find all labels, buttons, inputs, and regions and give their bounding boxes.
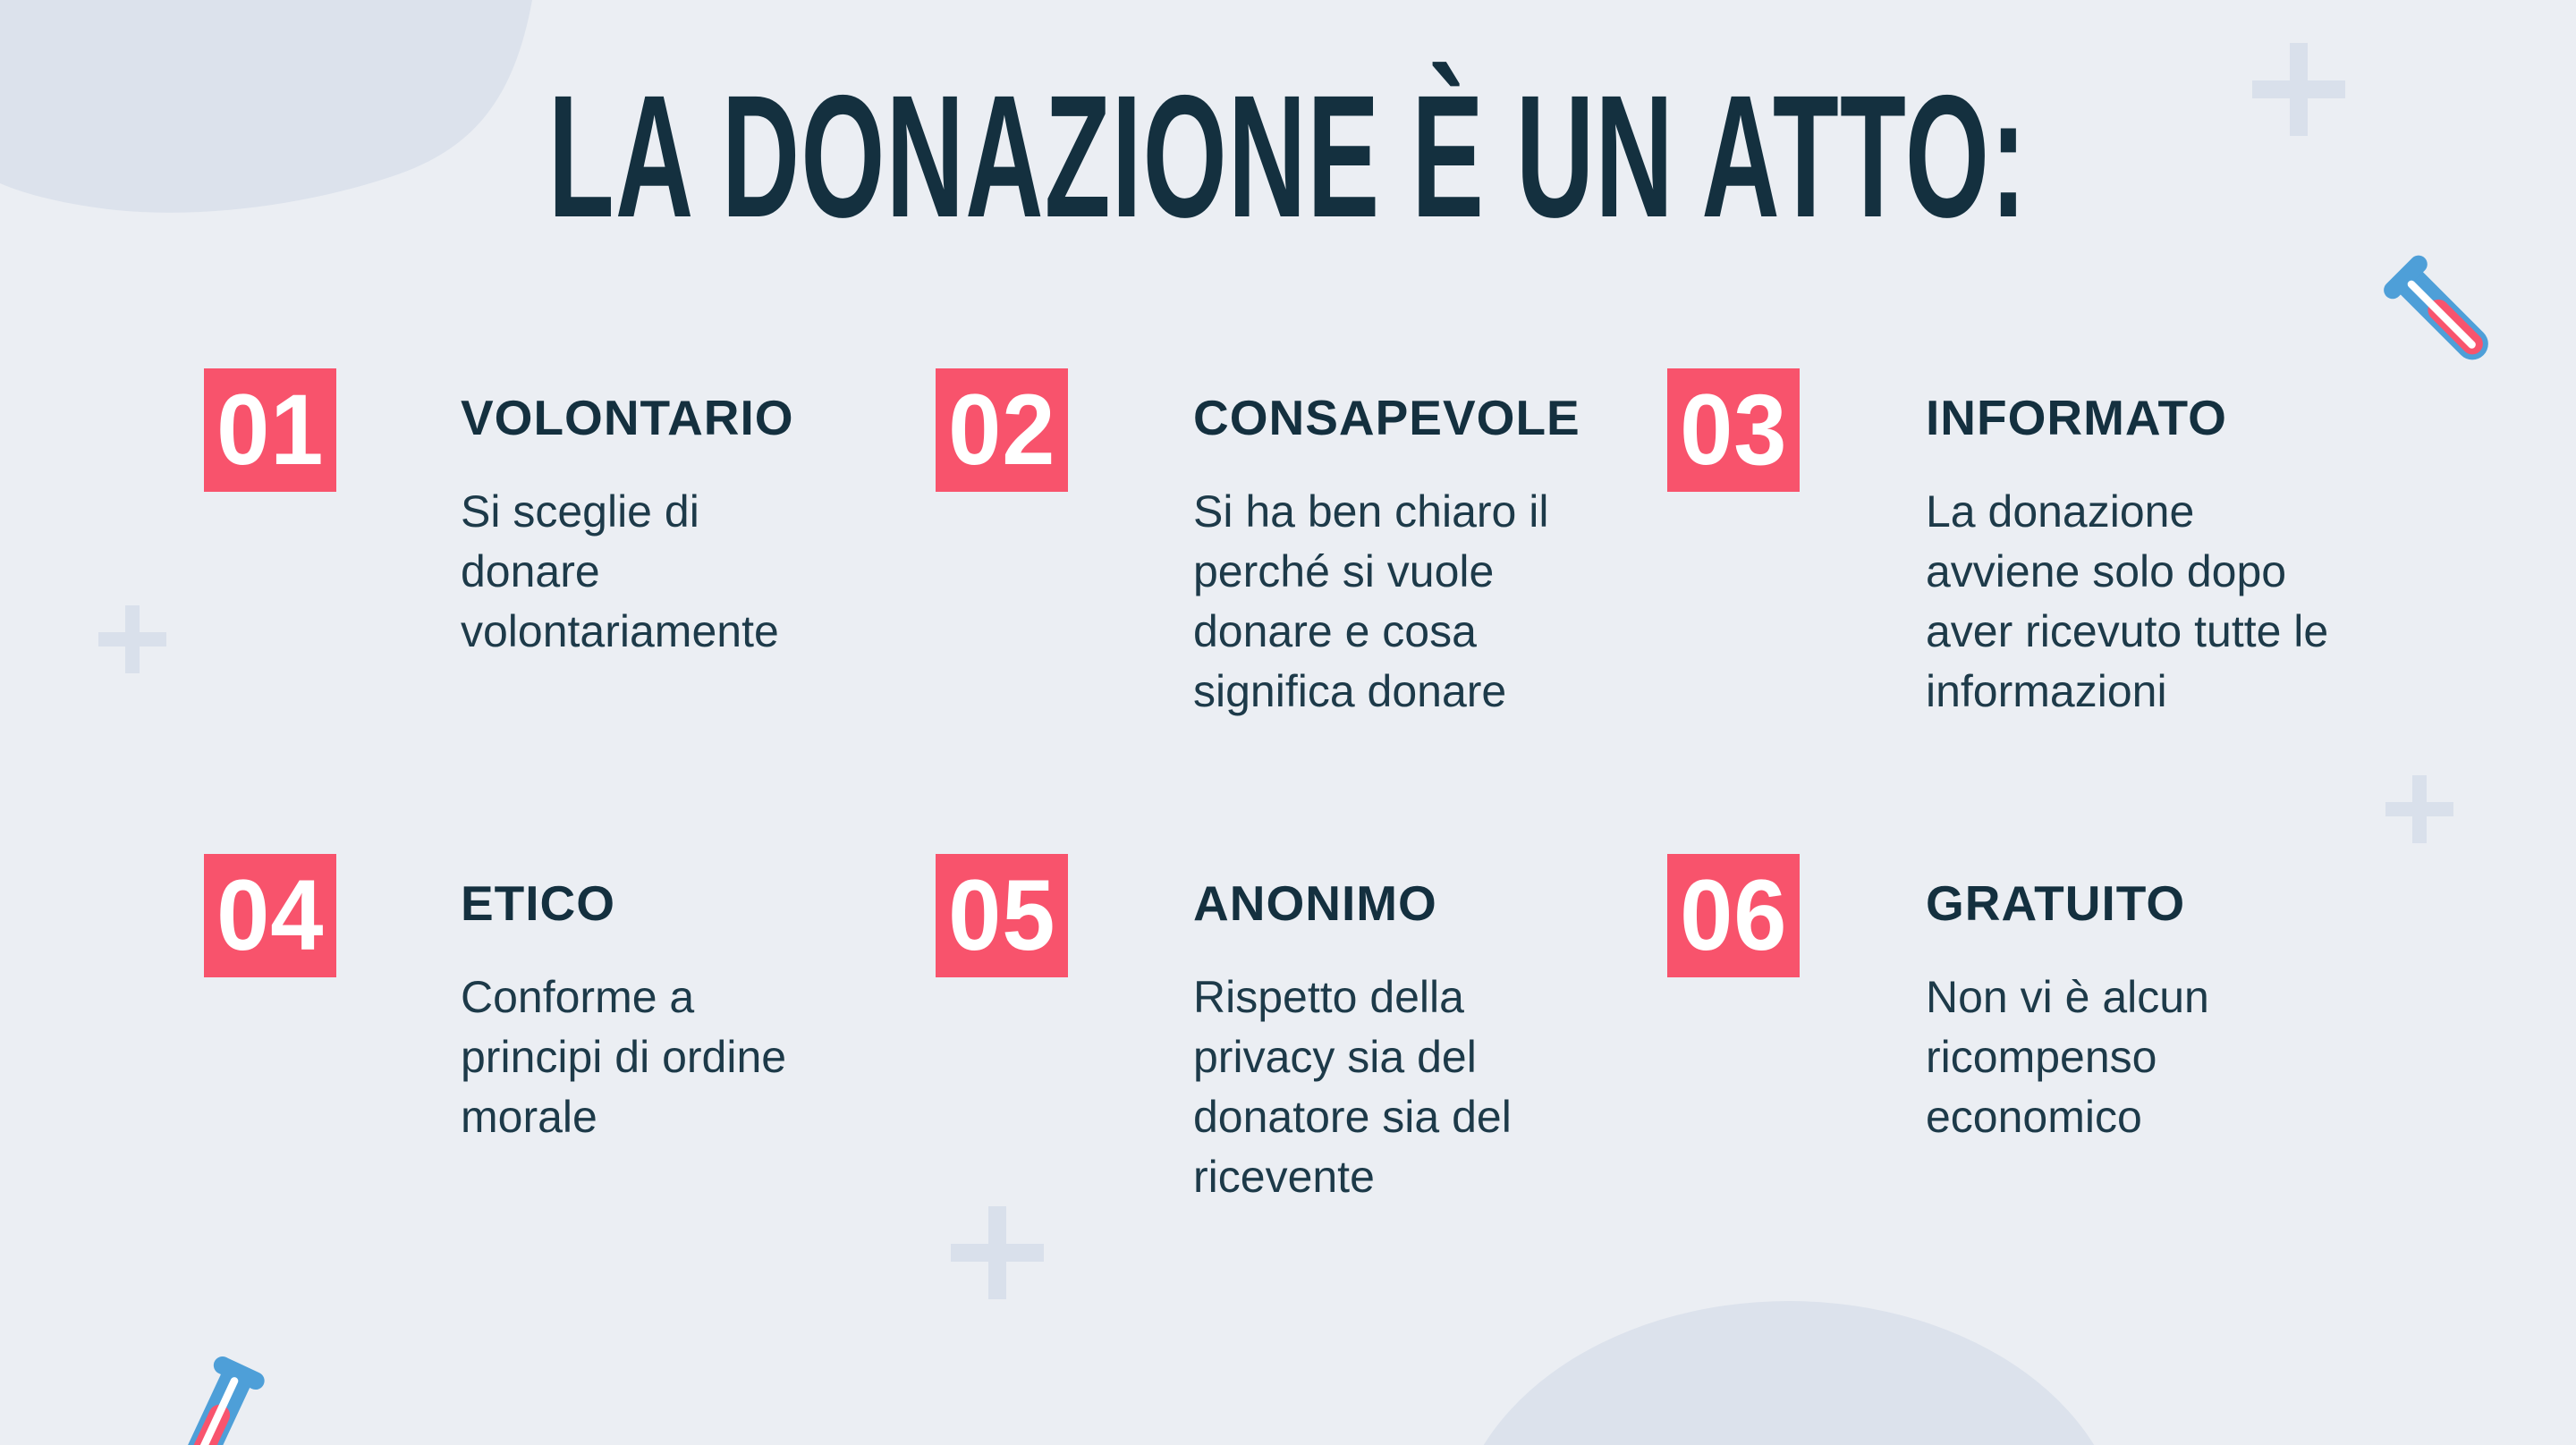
item-number: 06 — [1679, 859, 1788, 971]
item-title: CONSAPEVOLE — [1193, 390, 1580, 445]
plus-icon — [2385, 775, 2453, 843]
item-description: Si sceglie di donare volontariamente — [461, 486, 779, 656]
item-number: 05 — [947, 859, 1056, 971]
item-number: 01 — [216, 374, 325, 486]
page-title-text: LA DONAZIONE È UN ATTO: — [548, 59, 2028, 254]
item-number-badge — [1667, 854, 1800, 977]
item-number-badge — [204, 854, 336, 977]
item-title: ETICO — [461, 875, 616, 931]
test-tube-icon — [163, 1348, 271, 1445]
item-title: VOLONTARIO — [461, 390, 794, 445]
item-description: Non vi è alcun ricompenso economico — [1926, 972, 2209, 1142]
item-number-badge — [1667, 368, 1800, 492]
test-tube-icon — [2375, 247, 2508, 380]
item-description: Rispetto della privacy sia del donatore sia del ricevente — [1193, 972, 1512, 1202]
item-number: 02 — [947, 374, 1056, 486]
item-number: 03 — [1679, 374, 1788, 486]
item-number: 04 — [216, 859, 325, 971]
item-title: INFORMATO — [1926, 390, 2227, 445]
item-number-badge — [936, 368, 1068, 492]
item-number-badge — [204, 368, 336, 492]
item-description: Conforme a principi di ordine morale — [461, 972, 787, 1142]
background-blob-bottom-right — [1453, 1301, 2124, 1445]
plus-icon — [98, 605, 166, 673]
item-description: Si ha ben chiaro il perché si vuole donare e cosa significa donare — [1193, 486, 1549, 716]
item-number-badge — [936, 854, 1068, 977]
item-description: La donazione avviene solo dopo aver ricevuto tutte le informazioni — [1926, 486, 2329, 716]
plus-icon — [951, 1206, 1044, 1299]
tube-highlight — [2406, 279, 2478, 351]
item-title: GRATUITO — [1926, 875, 2186, 931]
page-title — [0, 59, 2576, 254]
item-title: ANONIMO — [1193, 875, 1437, 931]
